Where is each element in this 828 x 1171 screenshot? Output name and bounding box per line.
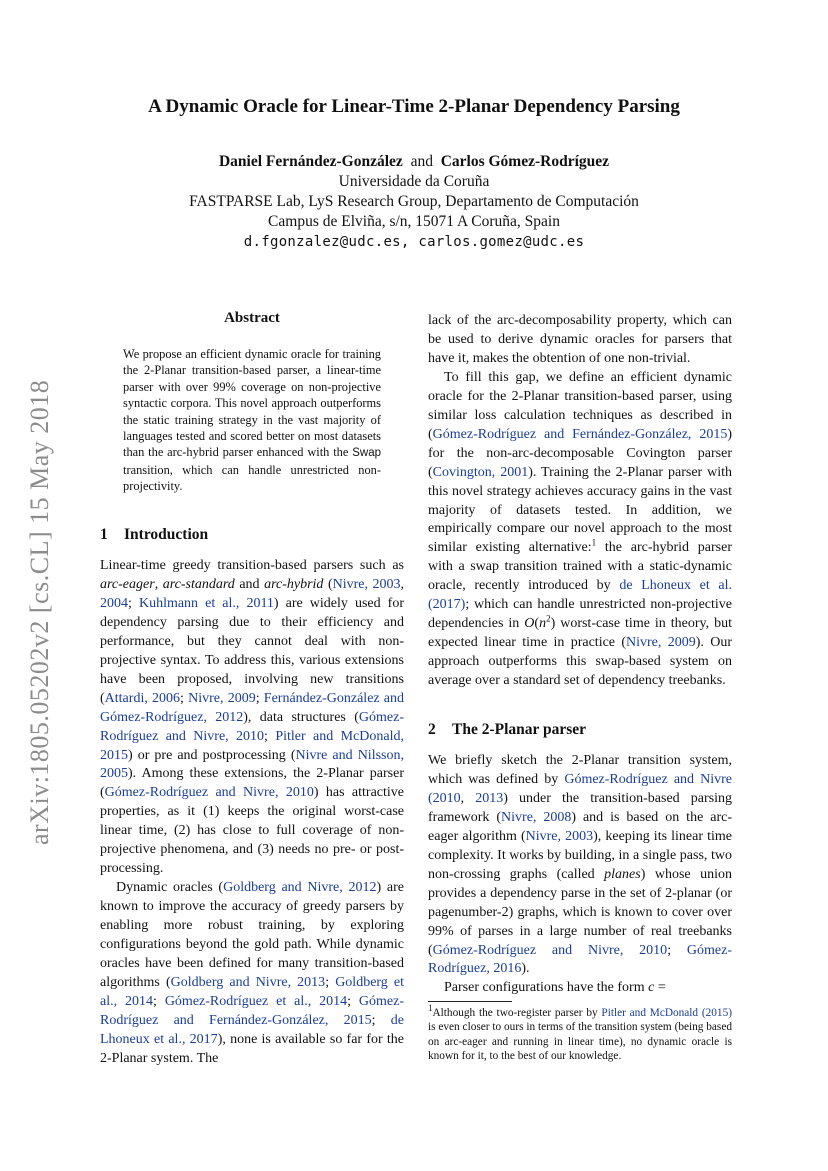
citation-link[interactable]: de Lhoneux et al., 2017 bbox=[100, 1012, 405, 1047]
text-run: Although the two-register parser by bbox=[432, 1007, 602, 1019]
intro-paragraph-2 bbox=[100, 879, 404, 1069]
text-run: ), none is available so far for the 2-Planar system. The bbox=[100, 1031, 404, 1066]
text-run: , bbox=[400, 576, 405, 592]
intro-paragraph-4 bbox=[428, 369, 732, 691]
text-run: ( bbox=[323, 576, 333, 592]
section-title: The 2-Planar parser bbox=[452, 721, 587, 738]
citation-link[interactable]: Gómez-Rodríguez et al., 2014 bbox=[164, 993, 348, 1009]
text-run: ). Among these extensions, the 2-Planar parser ( bbox=[100, 766, 404, 801]
footnote-rule bbox=[428, 1001, 512, 1002]
author-2: Carlos Gómez-Rodríguez bbox=[440, 153, 610, 170]
footnote-1 bbox=[428, 1003, 732, 1064]
superscript: 2 bbox=[546, 613, 551, 624]
intro-paragraph-3 bbox=[428, 312, 732, 369]
text-run: ), data structures ( bbox=[243, 709, 359, 725]
citation-link[interactable]: Pitler and McDonald, 2015 bbox=[100, 728, 405, 763]
emphasis-text: c bbox=[648, 980, 655, 996]
arxiv-identifier: arXiv:1805.05202v2 [cs.CL] 15 May 2018 bbox=[25, 379, 54, 845]
emphasis-text: arc-hybrid bbox=[264, 576, 324, 592]
section-number: 2 bbox=[428, 721, 436, 738]
citation-link[interactable]: Nivre, 2003 bbox=[332, 576, 401, 592]
swap-transition-name: Swap bbox=[352, 447, 381, 460]
text-run: ) worst-case time in theory, but expected linear time in practice ( bbox=[428, 616, 733, 651]
text-run: Linear-time greedy transition-based parsers such as bbox=[100, 558, 404, 573]
text-run: and bbox=[234, 576, 265, 592]
section-heading-introduction bbox=[100, 526, 208, 544]
citation-link[interactable]: Goldberg and Nivre, 2012 bbox=[223, 880, 377, 896]
paper-title: A Dynamic Oracle for Linear-Time 2-Planar Dependency Parsing bbox=[148, 96, 680, 117]
abstract-text-part: We propose an efficient dynamic oracle for training the 2-Planar transition-based parser, a linear-time parser with over 99% coverage on non-projective syntactic corpora. This novel approach outperforms the static training strategy in the vast majority of languages tested and scored better on most datasets than the arc-hybrid parser enhanced with the bbox=[123, 347, 381, 460]
text-run: ) are known to improve the accuracy of greedy parsers by enabling more robust training, by exploring configurations beyond the gold path. While dynamic oracles have been defined for many transition-based algorithms ( bbox=[100, 880, 404, 990]
author-1: Daniel Fernández-González bbox=[218, 153, 403, 170]
text-run: = bbox=[654, 980, 666, 996]
text-run: ; bbox=[128, 595, 139, 611]
citation-link[interactable]: Nivre, 2009 bbox=[188, 690, 256, 706]
emphasis-text: planes bbox=[604, 866, 641, 882]
text-run: ; bbox=[347, 993, 359, 1009]
text-run: ; bbox=[325, 974, 336, 990]
abstract-text bbox=[123, 346, 381, 495]
citation-link[interactable]: Gómez-Rodríguez and Nivre, 2010 bbox=[100, 709, 404, 744]
introduction-column bbox=[100, 557, 404, 1069]
emphasis-text: n bbox=[539, 616, 547, 632]
text-run: We briefly sketch the 2-Planar transition system, which was defined by bbox=[428, 753, 732, 787]
citation-link[interactable]: Gómez-Rodríguez and Nivre, 2010 bbox=[104, 785, 314, 801]
citation-link[interactable]: Covington, 2001 bbox=[432, 464, 529, 480]
text-run: ) for the non-arc-decomposable Covington parser ( bbox=[428, 426, 732, 480]
citation-link[interactable]: Nivre, 2003 bbox=[525, 828, 594, 844]
text-run: , bbox=[460, 790, 476, 806]
emphasis-text: arc-standard bbox=[162, 576, 235, 592]
text-run: Dynamic oracles ( bbox=[116, 880, 224, 896]
section-number: 1 bbox=[100, 526, 108, 543]
section-title: Introduction bbox=[124, 526, 209, 543]
emphasis-text: O bbox=[524, 616, 535, 632]
section-heading-2-planar bbox=[428, 721, 586, 739]
citation-link[interactable]: Gómez-Rodríguez, 2016 bbox=[428, 942, 733, 977]
citation-link[interactable]: de Lhoneux et al. (2017) bbox=[428, 578, 732, 613]
text-run: ) are widely used for dependency parsing due to their efficiency and performance, but they cannot deal with non-projective syntax. To address this, various extensions have been proposed, involving new transitions ( bbox=[100, 595, 404, 706]
text-run: ). bbox=[521, 961, 530, 977]
affiliation-university: Universidade da Coruña bbox=[338, 173, 490, 190]
citation-link[interactable]: Attardi, 2006 bbox=[104, 690, 181, 706]
emphasis-text: arc-eager bbox=[100, 576, 155, 592]
text-run: is even closer to ours in terms of the transition system (being based on arc-eager and running in linear time), no dynamic oracle is known for it, to the best of our knowledge. bbox=[428, 1021, 732, 1063]
affiliation-lab: FASTPARSE Lab, LyS Research Group, Departamento de Computación bbox=[189, 193, 639, 210]
text-run: ; bbox=[371, 1012, 391, 1028]
citation-link[interactable]: Nivre, 2008 bbox=[501, 809, 572, 825]
citation-link[interactable]: Fernández-González and Gómez-Rodríguez, 2012 bbox=[100, 690, 405, 725]
author-names bbox=[0, 152, 828, 172]
affiliation-address: Campus de Elviña, s/n, 15071 A Coruña, Spain bbox=[268, 213, 560, 230]
text-run: ) or pre and postprocessing ( bbox=[128, 747, 296, 763]
intro-paragraph-1 bbox=[100, 557, 404, 879]
text-run: ( bbox=[534, 616, 540, 632]
text-run: ). Training the 2-Planar parser with this novel strategy achieves accuracy gains in the vast majority of datasets tested. In addition, we empirically compare our novel approach to the most similar existing alternative: bbox=[428, 464, 732, 556]
citation-link[interactable]: Gómez-Rodríguez and Fernández-González, 2015 bbox=[432, 426, 728, 442]
text-run: ; bbox=[264, 728, 276, 744]
section-2-paragraph-1 bbox=[428, 752, 732, 979]
superscript: 1 bbox=[428, 1003, 433, 1014]
text-run: the arc-hybrid parser with a swap transition trained with a static-dynamic oracle, recently introduced by bbox=[428, 540, 733, 594]
text-run: ; bbox=[180, 690, 189, 706]
citation-link[interactable]: Gómez-Rodríguez and Nivre (2010 bbox=[428, 771, 733, 806]
author-emails: d.fgonzalez@udc.es, carlos.gomez@udc.es bbox=[243, 234, 585, 250]
author-block bbox=[0, 152, 828, 252]
citation-link[interactable]: Gómez-Rodríguez and Fernández-González, 2015 bbox=[100, 993, 405, 1028]
text-run: ; which can handle unrestricted non-projective dependencies in bbox=[428, 597, 732, 632]
text-run: lack of the arc-decomposability property, which can be used to derive dynamic oracles for parsers that have it, makes the obtention of one non-trivial. bbox=[428, 313, 732, 366]
citation-link[interactable]: 2004 bbox=[100, 595, 128, 611]
abstract-text-part: transition, which can handle unrestricted non-projectivity. bbox=[123, 462, 381, 494]
text-run: ) and is based on the arc-eager algorithm ( bbox=[428, 809, 732, 844]
text-run: Parser configurations have the form bbox=[444, 980, 649, 996]
citation-link[interactable]: 2013 bbox=[475, 790, 504, 806]
section-2-paragraph-2 bbox=[428, 979, 732, 998]
citation-link[interactable]: Kuhlmann et al., 2011 bbox=[138, 595, 274, 611]
text-run: ). Our approach outperforms this swap-based system on average over a standard set of dependency treebanks. bbox=[428, 635, 732, 689]
citation-link[interactable]: Nivre, 2009 bbox=[626, 635, 696, 651]
text-run: ; bbox=[153, 993, 165, 1009]
citation-link[interactable]: Gómez-Rodríguez and Nivre, 2010 bbox=[432, 942, 668, 958]
text-run: ) whose union provides a dependency parse in the set of 2-planar (or pagenumber-2) graphs, which is known to cover over 99% of parses in a large number of real treebanks ( bbox=[428, 866, 733, 958]
citation-link[interactable]: Goldberg et al., 2014 bbox=[100, 974, 405, 1009]
text-run: ) has attractive properties, as it (1) keeps the original worst-case linear time, (2) has close to full coverage of non-projective phenomena, and (3) needs no pre- or post-processing. bbox=[100, 785, 404, 877]
text-run: ), keeping its linear time complexity. It works by building, in a single pass, two non-crossing graphs (called bbox=[428, 828, 732, 882]
text-run: ) under the transition-based parsing framework ( bbox=[428, 790, 732, 825]
citation-link[interactable]: Nivre and Nilsson, 2005 bbox=[100, 747, 404, 782]
right-column-top bbox=[428, 312, 732, 691]
superscript: 1 bbox=[591, 537, 597, 548]
text-run: , bbox=[154, 576, 163, 592]
text-run: ; bbox=[255, 690, 264, 706]
author-conjunction: and bbox=[410, 153, 433, 170]
text-run: To fill this gap, we define an efficient dynamic oracle for the 2-Planar transition-based parser, using similar loss calculation techniques as described in ( bbox=[428, 369, 732, 442]
citation-link[interactable]: Goldberg and Nivre, 2013 bbox=[170, 974, 326, 990]
text-run: ; bbox=[667, 942, 687, 958]
section-2-column bbox=[428, 752, 732, 998]
abstract-heading: Abstract bbox=[224, 310, 280, 326]
citation-link[interactable]: Pitler and McDonald (2015) bbox=[601, 1007, 732, 1019]
